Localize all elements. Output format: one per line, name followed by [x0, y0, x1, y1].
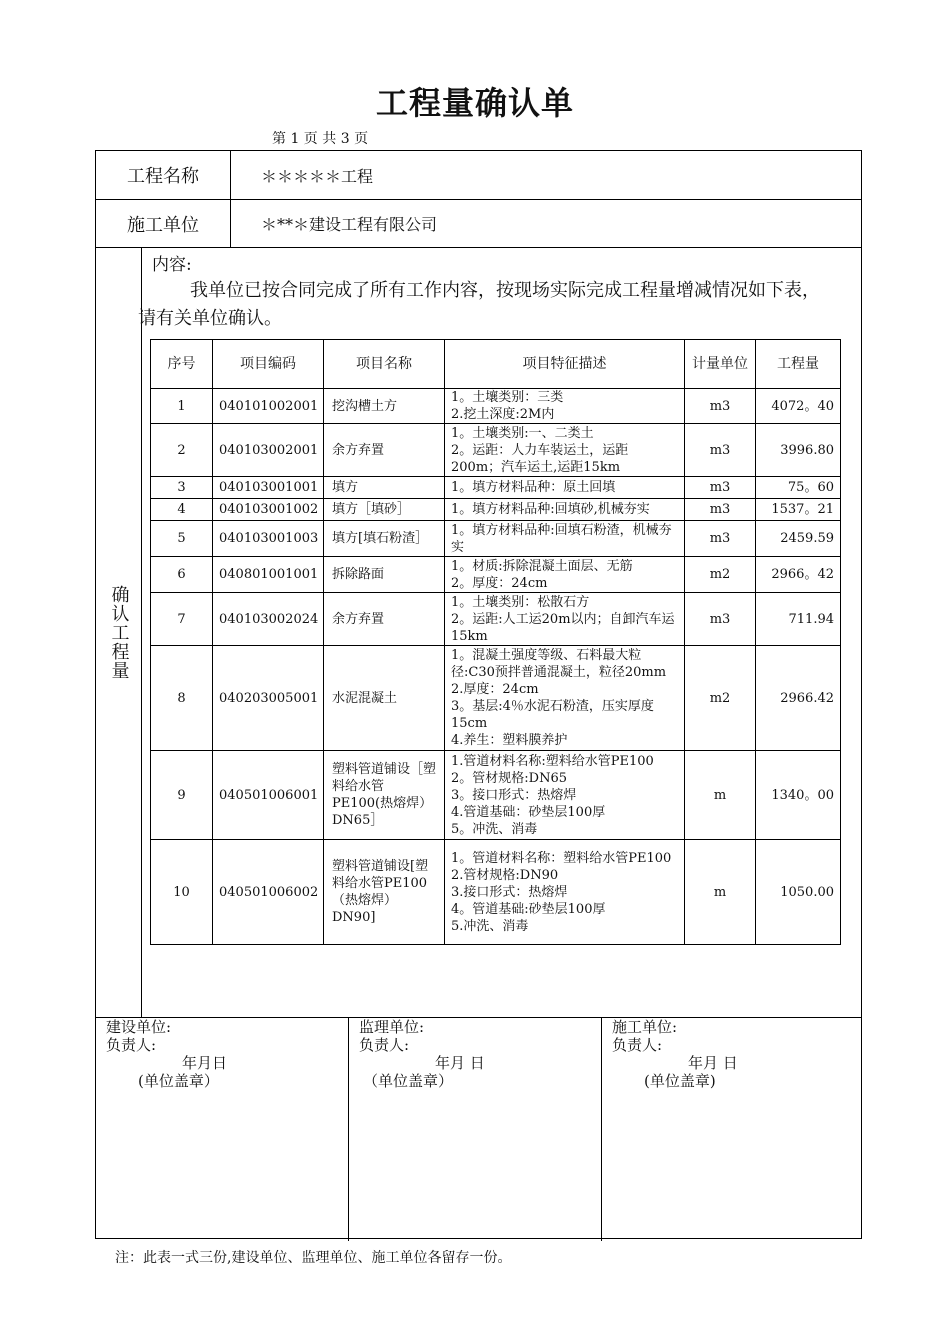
cell-unit: m3 — [685, 477, 756, 499]
signature-person: 负责人: — [359, 1036, 410, 1054]
cell-code: 040103001001 — [213, 477, 324, 499]
cell-name: 填方 — [324, 477, 445, 499]
cell-name: 水泥混凝土 — [324, 646, 445, 751]
cell-no: 6 — [151, 557, 213, 593]
contractor-label: 施工单位 — [96, 200, 231, 247]
signature-date: 年月 日 — [688, 1054, 738, 1072]
cell-code: 040501006002 — [213, 840, 324, 945]
cell-unit: m3 — [685, 593, 756, 646]
signature-stamp: (单位盖章) — [644, 1072, 716, 1090]
cell-qty: 711.94 — [756, 593, 841, 646]
project-name-value: ＊＊＊＊＊工程 — [261, 166, 374, 186]
cell-name: 挖沟槽土方 — [324, 389, 445, 424]
signature-person: 负责人: — [612, 1036, 663, 1054]
header-code: 项目编码 — [213, 340, 324, 389]
header-name: 项目名称 — [324, 340, 445, 389]
table-row — [151, 389, 841, 424]
cell-name: 塑料管道铺设［塑料给水管PE100(热熔焊）DN65］ — [324, 751, 445, 840]
cell-unit: m2 — [685, 646, 756, 751]
cell-unit: m3 — [685, 424, 756, 477]
cell-unit: m — [685, 751, 756, 840]
cell-code: 040103001003 — [213, 521, 324, 557]
cell-unit: m3 — [685, 499, 756, 521]
cell-qty: 1050.00 — [756, 840, 841, 945]
table-row — [151, 424, 841, 477]
page-title: 工程量确认单 — [375, 84, 574, 122]
cell-no: 3 — [151, 477, 213, 499]
signature-person: 负责人: — [106, 1036, 157, 1054]
cell-no: 8 — [151, 646, 213, 751]
signature-section — [96, 1017, 861, 1241]
signature-contractor — [601, 1018, 861, 1241]
cell-name: 拆除路面 — [324, 557, 445, 593]
cell-no: 9 — [151, 751, 213, 840]
cell-desc: 1。材质:拆除混凝土面层、无筋 2。厚度：24cm — [445, 557, 685, 593]
cell-desc: 1。土壤类别：三类 2.挖土深度:2M内 — [445, 389, 685, 424]
cell-no: 7 — [151, 593, 213, 646]
signature-date: 年月日 — [182, 1054, 228, 1072]
cell-code: 040203005001 — [213, 646, 324, 751]
signature-org: 监理单位: — [359, 1018, 425, 1036]
signature-supervisor — [348, 1018, 602, 1241]
cell-name: 余方弃置 — [324, 593, 445, 646]
cell-name: 填方［填砂］ — [324, 499, 445, 521]
cell-desc: 1。填方材料品种:回填石粉渣，机械夯实 — [445, 521, 685, 557]
cell-name: 填方[填石粉渣］ — [324, 521, 445, 557]
cell-qty: 75。60 — [756, 477, 841, 499]
cell-name: 余方弃置 — [324, 424, 445, 477]
cell-desc: 1。土壤类别:一、二类土 2。运距：人力车装运土，运距200m；汽车运土,运距15km — [445, 424, 685, 477]
cell-unit: m3 — [685, 521, 756, 557]
header-desc: 项目特征描述 — [445, 340, 685, 389]
header-unit: 计量单位 — [685, 340, 756, 389]
cell-desc: 1。管道材料名称：塑料给水管PE100 2.管材规格:DN90 3.接口形式：热熔焊 4。管道基础:砂垫层100厚 5.冲洗、消毒 — [445, 840, 685, 945]
header-qty: 工程量 — [756, 340, 841, 389]
cell-qty: 3996.80 — [756, 424, 841, 477]
cell-unit: m2 — [685, 557, 756, 593]
table-row — [151, 499, 841, 521]
contractor-value: ＊**＊建设工程有限公司 — [261, 215, 438, 234]
cell-code: 040101002001 — [213, 389, 324, 424]
contractor-row — [96, 200, 861, 248]
cell-code: 040103002001 — [213, 424, 324, 477]
page-info: 第 1 页 共 3 页 — [272, 131, 369, 147]
cell-no: 1 — [151, 389, 213, 424]
cell-qty: 4072。40 — [756, 389, 841, 424]
cell-desc: 1。土壤类别：松散石方 2。运距:人工运20m以内；自卸汽车运15km — [445, 593, 685, 646]
cell-desc: 1。填方材料品种：原土回填 — [445, 477, 685, 499]
cell-no: 10 — [151, 840, 213, 945]
table-row — [151, 646, 841, 751]
signature-org: 建设单位: — [106, 1018, 172, 1036]
project-name-label: 工程名称 — [96, 151, 231, 199]
table-row — [151, 593, 841, 646]
quantity-table — [150, 339, 841, 945]
cell-desc: 1。填方材料品种:回填砂,机械夯实 — [445, 499, 685, 521]
cell-code: 040103002024 — [213, 593, 324, 646]
side-label-cell — [96, 247, 142, 1017]
cell-no: 4 — [151, 499, 213, 521]
cell-no: 5 — [151, 521, 213, 557]
signature-date: 年月 日 — [435, 1054, 485, 1072]
cell-qty: 2459.59 — [756, 521, 841, 557]
table-row — [151, 751, 841, 840]
cell-qty: 1340。00 — [756, 751, 841, 840]
cell-desc: 1.管道材料名称:塑料给水管PE100 2。管材规格:DN65 3。接口形式：热熔焊 4.管道基础：砂垫层100厚 5。冲洗、消毒 — [445, 751, 685, 840]
cell-desc: 1。混凝土强度等级、石料最大粒径:C30预拌普通混凝土，粒径20mm 2.厚度：24cm 3。基层:4％水泥石粉渣，压实厚度15cm 4.养生：塑料膜养护 — [445, 646, 685, 751]
header-no: 序号 — [151, 340, 213, 389]
cell-no: 2 — [151, 424, 213, 477]
footer-note: 注：此表一式三份,建设单位、监理单位、施工单位各留存一份。 — [115, 1250, 512, 1266]
signature-stamp: (单位盖章） — [138, 1072, 219, 1090]
side-label: 确认工程量 — [108, 584, 130, 680]
table-row — [151, 521, 841, 557]
cell-code: 040501006001 — [213, 751, 324, 840]
confirmation-form — [95, 150, 862, 1239]
cell-code: 040103001002 — [213, 499, 324, 521]
signature-stamp: （单位盖章） — [363, 1072, 454, 1090]
cell-qty: 1537。21 — [756, 499, 841, 521]
cell-qty: 2966。42 — [756, 557, 841, 593]
content-paragraph: 我单位已按合同完成了所有工作内容，按现场实际完成工程量增减情况如下表，请有关单位确认。 — [138, 280, 820, 329]
cell-name: 塑料管道铺设[塑料给水管PE100（热熔焊）DN90] — [324, 840, 445, 945]
cell-qty: 2966.42 — [756, 646, 841, 751]
table-row — [151, 557, 841, 593]
cell-code: 040801001001 — [213, 557, 324, 593]
signature-org: 施工单位: — [612, 1018, 678, 1036]
cell-unit: m3 — [685, 389, 756, 424]
content-heading: 内容: — [152, 255, 192, 275]
signature-owner — [96, 1018, 348, 1241]
table-header-row — [151, 340, 841, 389]
project-name-row — [96, 151, 861, 200]
table-row — [151, 840, 841, 945]
cell-unit: m — [685, 840, 756, 945]
table-row — [151, 477, 841, 499]
